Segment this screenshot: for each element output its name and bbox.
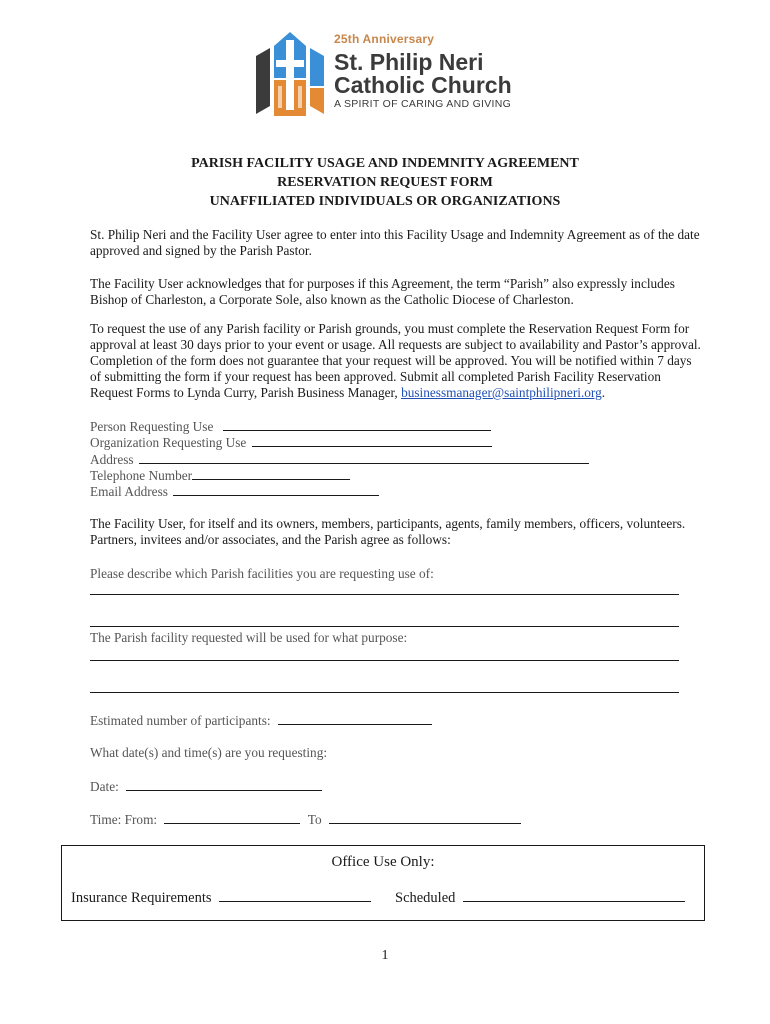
time-from-blank[interactable] <box>164 811 300 824</box>
address-blank[interactable] <box>139 451 589 464</box>
logo-name-line2: Catholic Church <box>334 72 512 98</box>
purpose-answer-line-1[interactable] <box>90 660 679 661</box>
field-label: Telephone Number <box>90 468 193 483</box>
facilities-answer-line-1[interactable] <box>90 594 679 595</box>
request-paragraph <box>90 321 705 401</box>
organization-requesting-blank[interactable] <box>252 434 492 447</box>
field-address[interactable] <box>90 451 589 468</box>
heading-form: RESERVATION REQUEST FORM <box>277 175 493 190</box>
facilities-answer-line-2[interactable] <box>90 626 679 627</box>
request-body: To request the use of any Parish facility or Parish grounds, you must complete the Reservation Request Form for approval at least 30 days prior to your event or usage. All requests are subject to availability and Pastor’s approval. Completion of the form does not guarantee that your request will be approved. You will be notified within 7 days of submitting the form if your request has been approved. Submit all completed Parish Facility Reservation Request Forms to Lynda Curry, Parish Business Manager, <box>90 321 701 400</box>
insurance-blank[interactable] <box>219 888 371 902</box>
church-logo <box>254 26 524 122</box>
email-blank[interactable] <box>173 483 379 496</box>
field-label: Email Address <box>90 484 168 499</box>
field-date[interactable] <box>90 778 322 795</box>
office-use-title: Office Use Only: <box>331 854 435 870</box>
scheduled-blank[interactable] <box>463 888 685 902</box>
question-purpose: The Parish facility requested will be used for what purpose: <box>90 630 408 645</box>
field-label: Person Requesting Use <box>90 419 214 434</box>
field-email[interactable] <box>90 483 379 500</box>
field-time[interactable] <box>90 811 521 828</box>
logo-tagline: A SPIRIT OF CARING AND GIVING <box>334 98 512 110</box>
request-text <box>90 321 705 401</box>
scheduled-label: Scheduled <box>395 890 456 906</box>
time-to-blank[interactable] <box>329 811 521 824</box>
office-use-box <box>61 845 705 921</box>
acknowledge-text: The Facility User acknowledges that for purposes if this Agreement, the term “Parish” also expressly includes Bishop of Charleston, a Corporate Sole, also known as the Catholic Diocese of Charleston. <box>90 276 675 307</box>
field-telephone[interactable] <box>90 467 350 484</box>
date-label: Date: <box>90 779 119 794</box>
logo-anniversary: 25th Anniversary <box>334 32 435 46</box>
logo-name-line1: St. Philip Neri <box>334 49 484 75</box>
date-blank[interactable] <box>126 778 322 791</box>
intro-text: St. Philip Neri and the Facility User agree to enter into this Facility Usage and Indemnity Agreement as of the date approved and signed by the Parish Pastor. <box>90 227 700 258</box>
field-label: Address <box>90 452 134 467</box>
participants-label: Estimated number of participants: <box>90 713 271 728</box>
church-cross-logo-icon <box>254 26 326 122</box>
field-label: Organization Requesting Use <box>90 435 247 450</box>
telephone-blank[interactable] <box>192 467 350 480</box>
request-end: . <box>601 385 606 400</box>
insurance-requirements-field[interactable] <box>71 888 371 907</box>
time-from-label: Time: From: <box>90 812 158 827</box>
field-person-requesting[interactable] <box>90 418 491 435</box>
agreement-text: The Facility User, for itself and its owners, members, participants, agents, family members, officers, volunteers. Partners, invitees and/or associates, and the Parish agree as follows: <box>90 516 686 547</box>
question-dates-times: What date(s) and time(s) are you requesting: <box>90 745 328 760</box>
agreement-statement <box>90 516 705 548</box>
acknowledge-paragraph <box>90 276 705 308</box>
insurance-label: Insurance Requirements <box>71 890 212 906</box>
time-to-label: To <box>307 812 322 827</box>
heading-agreement: PARISH FACILITY USAGE AND INDEMNITY AGREEMENT <box>191 156 579 171</box>
heading-unaffiliated: UNAFFILIATED INDIVIDUALS OR ORGANIZATIONS <box>209 194 561 209</box>
question-participants[interactable] <box>90 712 432 729</box>
question-facilities: Please describe which Parish facilities you are requesting use of: <box>90 566 434 581</box>
purpose-answer-line-2[interactable] <box>90 692 679 693</box>
person-requesting-blank[interactable] <box>223 418 491 431</box>
participants-blank[interactable] <box>278 712 432 725</box>
business-manager-email-link[interactable]: businessmanager@saintphilipneri.org <box>401 385 602 400</box>
field-organization-requesting[interactable] <box>90 434 492 451</box>
page-number: 1 <box>381 948 389 963</box>
intro-paragraph <box>90 227 705 259</box>
scheduled-field[interactable] <box>395 888 685 907</box>
